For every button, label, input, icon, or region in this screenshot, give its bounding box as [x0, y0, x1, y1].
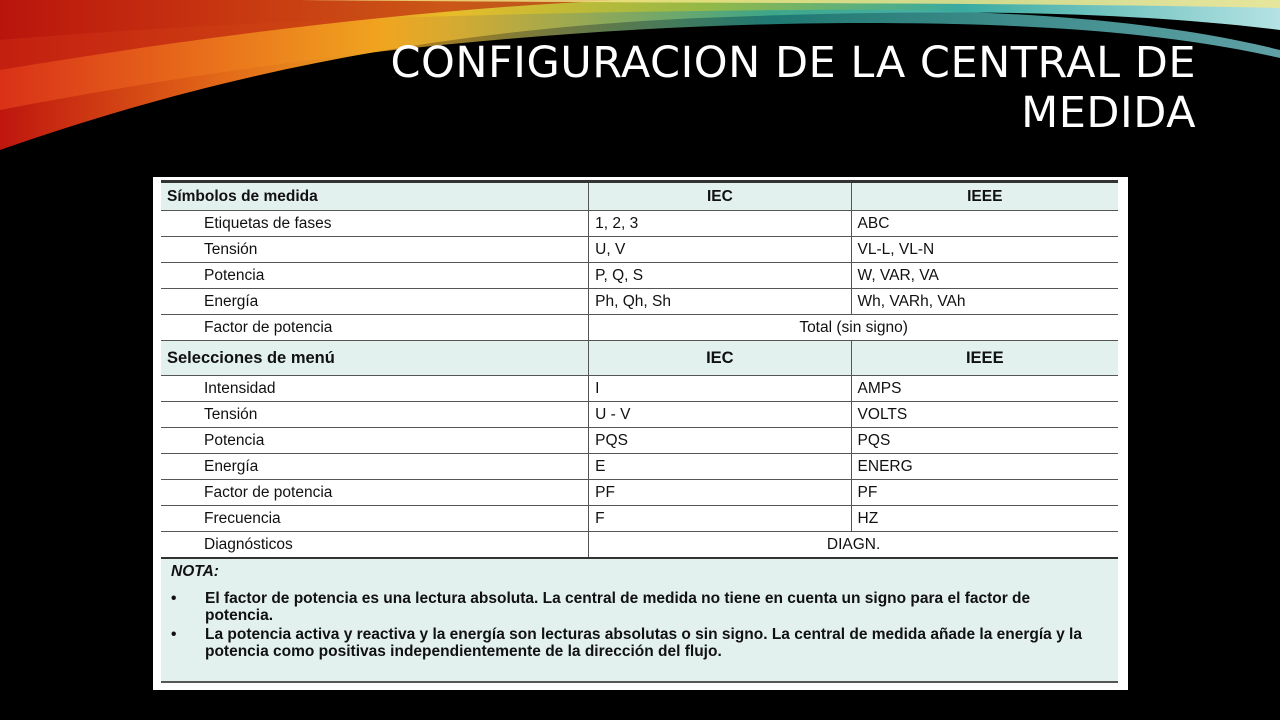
slide-title-line-2: MEDIDA — [1021, 88, 1196, 138]
table-header-row — [161, 341, 1118, 376]
iec-cell: 1, 2, 3 — [589, 211, 851, 237]
header-cell: Símbolos de medida — [161, 182, 589, 211]
iec-cell: E — [589, 454, 851, 480]
header-cell: IEC — [589, 341, 851, 376]
row-label: Frecuencia — [161, 506, 589, 532]
note-item — [171, 590, 1091, 624]
configuration-table — [161, 180, 1118, 560]
table-row — [161, 532, 1118, 559]
table-row — [161, 454, 1118, 480]
header-cell: IEC — [589, 182, 851, 211]
note-item — [171, 626, 1091, 660]
iec-cell: PF — [589, 480, 851, 506]
bullet-icon: • — [171, 626, 177, 643]
merged-cell: Total (sin signo) — [589, 315, 1118, 341]
note-heading: NOTA: — [171, 563, 219, 580]
table-row — [161, 289, 1118, 315]
header-cell: Selecciones de menú — [161, 341, 589, 376]
row-label: Potencia — [161, 263, 589, 289]
table-row — [161, 315, 1118, 341]
iec-cell: U, V — [589, 237, 851, 263]
row-label: Factor de potencia — [161, 480, 589, 506]
iec-cell: PQS — [589, 428, 851, 454]
iec-cell: U - V — [589, 402, 851, 428]
row-label: Energía — [161, 454, 589, 480]
table-row — [161, 376, 1118, 402]
row-label: Tensión — [161, 402, 589, 428]
note-box — [161, 559, 1118, 683]
header-cell: IEEE — [851, 182, 1118, 211]
row-label: Diagnósticos — [161, 532, 589, 559]
note-item-text: La potencia activa y reactiva y la energía son lecturas absolutas o sin signo. La central de medida añade la energía y la potencia como positivas independientemente de la dirección del flujo. — [205, 626, 1082, 660]
table-row — [161, 402, 1118, 428]
slide-title-line-1: CONFIGURACION DE LA CENTRAL DE — [390, 38, 1196, 88]
ieee-cell: ABC — [851, 211, 1118, 237]
row-label: Intensidad — [161, 376, 589, 402]
table-row — [161, 263, 1118, 289]
row-label: Etiquetas de fases — [161, 211, 589, 237]
iec-cell: F — [589, 506, 851, 532]
iec-cell: P, Q, S — [589, 263, 851, 289]
header-cell: IEEE — [851, 341, 1118, 376]
note-item-text: El factor de potencia es una lectura absoluta. La central de medida no tiene en cuenta un signo para el factor de potencia. — [205, 590, 1031, 624]
row-label: Factor de potencia — [161, 315, 589, 341]
ieee-cell: ENERG — [851, 454, 1118, 480]
note-list — [171, 590, 1091, 662]
merged-cell: DIAGN. — [589, 532, 1118, 559]
ieee-cell: VL-L, VL-N — [851, 237, 1118, 263]
row-label: Tensión — [161, 237, 589, 263]
ieee-cell: PQS — [851, 428, 1118, 454]
ieee-cell: VOLTS — [851, 402, 1118, 428]
bullet-icon: • — [171, 590, 177, 607]
table-image — [153, 177, 1128, 690]
table-row — [161, 237, 1118, 263]
table-row — [161, 506, 1118, 532]
ieee-cell: W, VAR, VA — [851, 263, 1118, 289]
row-label: Potencia — [161, 428, 589, 454]
ieee-cell: AMPS — [851, 376, 1118, 402]
ieee-cell: PF — [851, 480, 1118, 506]
table-header-row — [161, 182, 1118, 211]
slide-title — [391, 38, 1196, 138]
row-label: Energía — [161, 289, 589, 315]
ieee-cell: HZ — [851, 506, 1118, 532]
table-row — [161, 428, 1118, 454]
ieee-cell: Wh, VARh, VAh — [851, 289, 1118, 315]
iec-cell: Ph, Qh, Sh — [589, 289, 851, 315]
table-row — [161, 480, 1118, 506]
iec-cell: I — [589, 376, 851, 402]
table-row — [161, 211, 1118, 237]
